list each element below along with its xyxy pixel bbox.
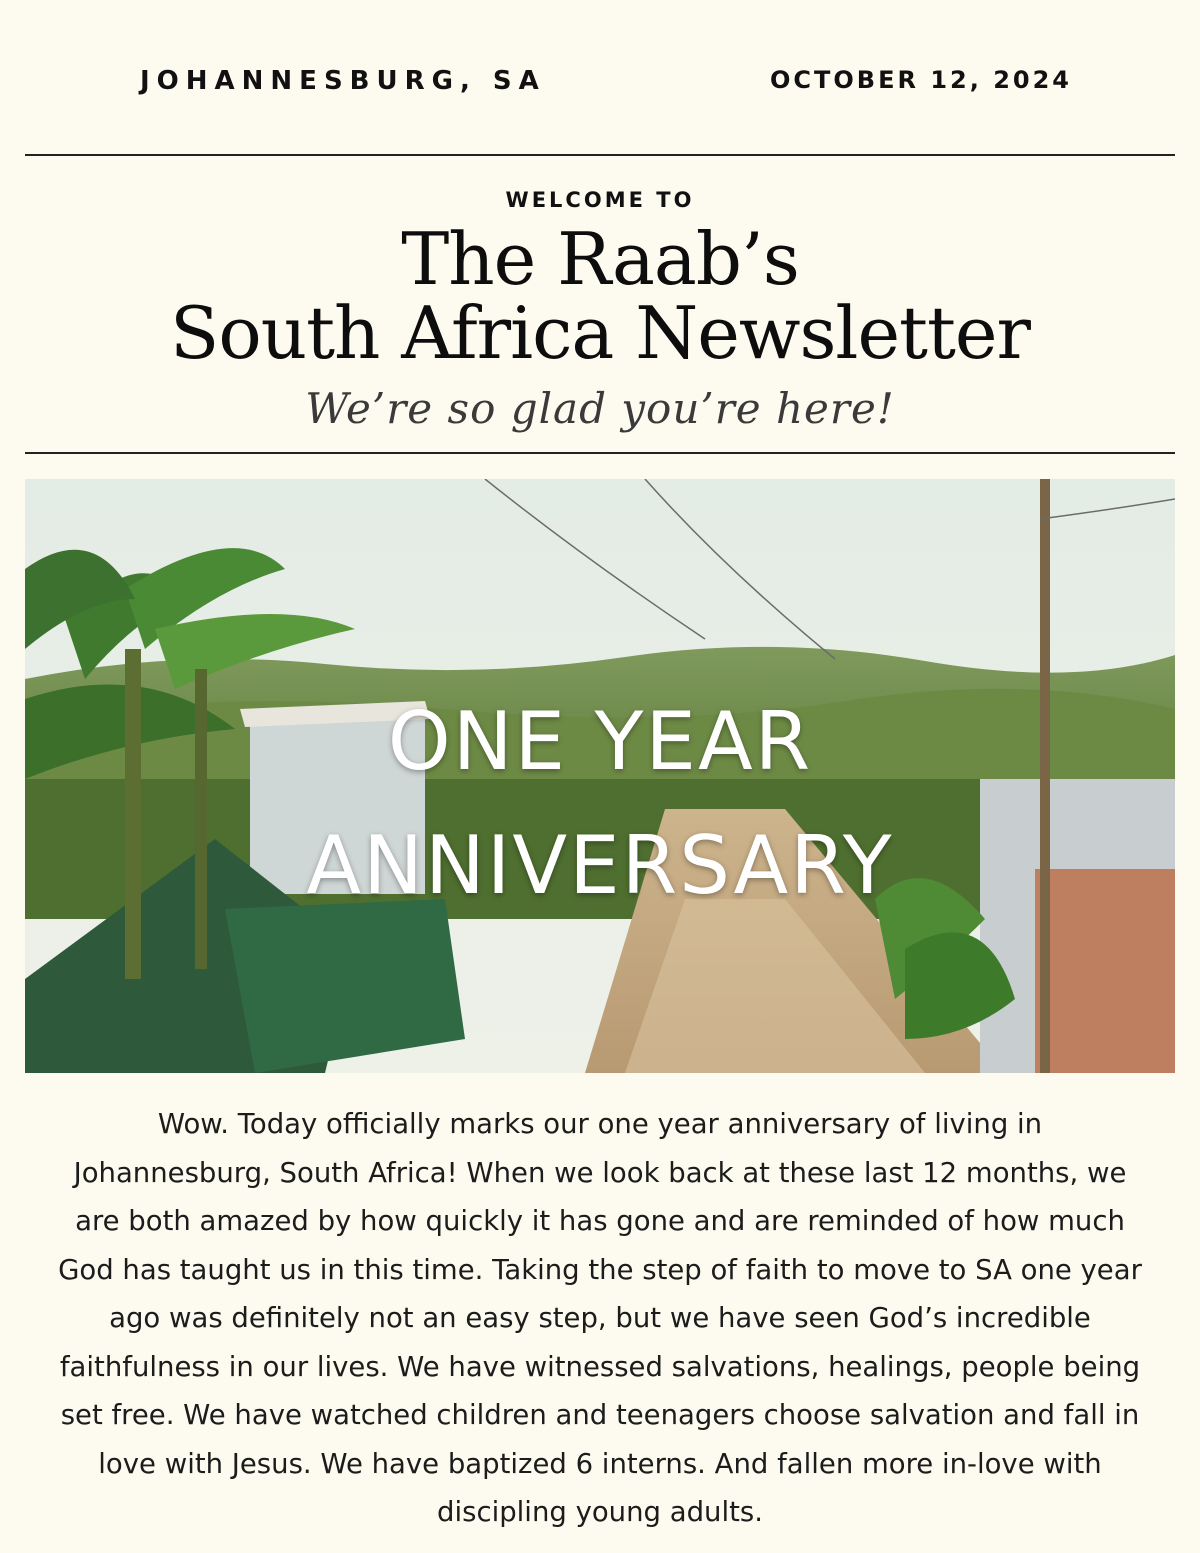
location-label: JOHANNESBURG, SA	[140, 66, 546, 96]
hero-overlay-line-1: ONE YEAR	[387, 695, 813, 788]
divider-bottom	[25, 452, 1175, 454]
title-line-2: South Africa Newsletter	[170, 291, 1030, 375]
welcome-label: WELCOME TO	[505, 188, 695, 212]
tagline: We’re so glad you’re here!	[305, 384, 895, 433]
hero-photo	[25, 479, 1175, 1073]
hero-overlay-line-2: ANNIVERSARY	[306, 819, 894, 912]
issue-date: OCTOBER 12, 2024	[770, 66, 1072, 94]
divider-top	[25, 154, 1175, 156]
article-body: Wow. Today officially marks our one year anniversary of living in Johannesburg, South Africa! When we look back at these last 12 months, we are both amazed by how quickly it has gone and are reminded of how much God has taught us in this time. Taking the step of faith to move to SA one year ago was definitely not an easy step, but we have seen God’s incredible faithfulness in our lives. We have witnessed salvations, healings, people being set free. We have watched children and teenagers choose salvation and fall in love with Jesus. We have baptized 6 interns. And fallen more in-love with discipling young adults.	[58, 1108, 1142, 1528]
newsletter-title	[0, 217, 1200, 375]
title-line-1: The Raab’s	[401, 217, 799, 301]
